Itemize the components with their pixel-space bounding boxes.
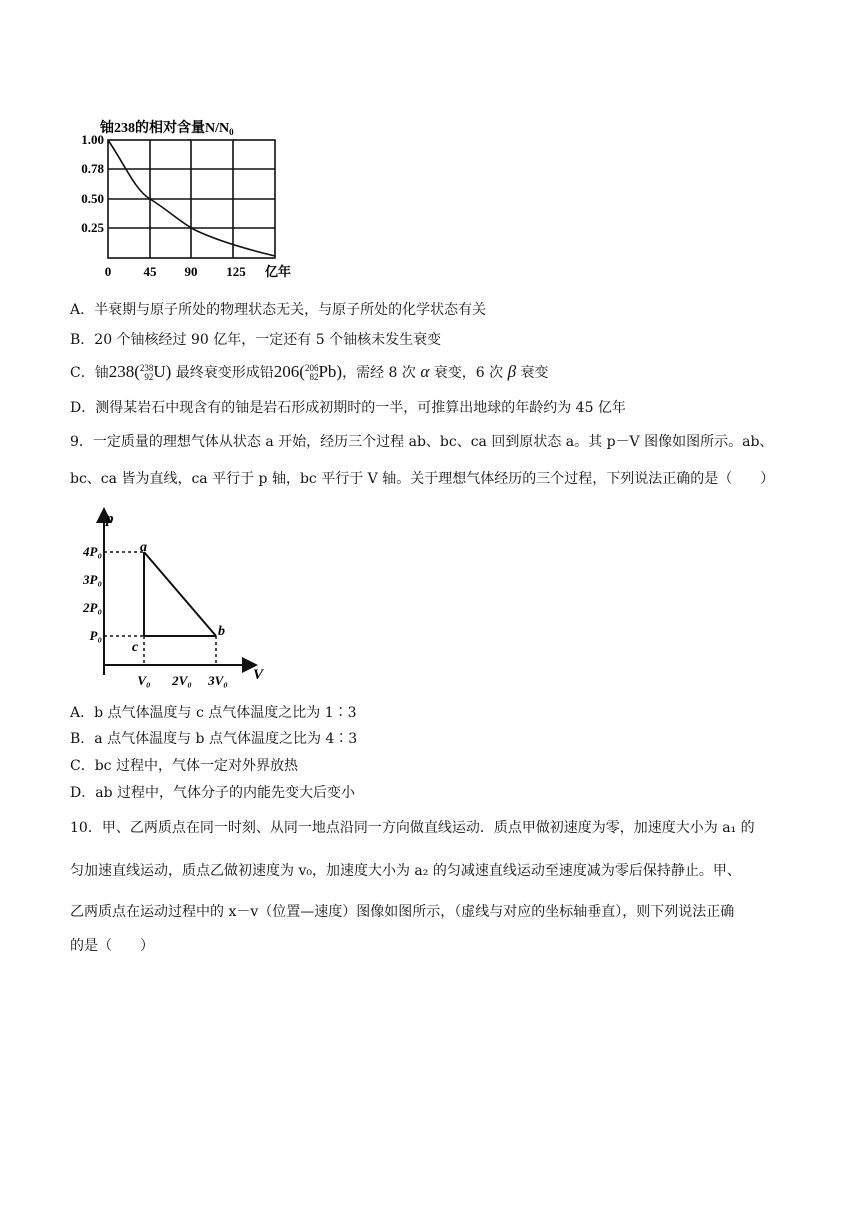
- q8-option-b: B．20 个铀核经过 90 亿年，一定还有 5 个铀核未发生衰变: [70, 332, 442, 348]
- pv-diagram: [70, 505, 270, 695]
- point-c-label: c: [132, 640, 139, 655]
- pv-cycle: [144, 552, 216, 636]
- q10-stem-line-1: 10．甲、乙两质点在同一时刻、从同一地点沿同一方向做直线运动．质点甲做初速度为零，加速度大小为 a₁ 的: [70, 820, 755, 836]
- q9-stem-line-1: 9．一定质量的理想气体从状态 a 开始，经历三个过程 ab、bc、ca 回到原状态 a。其 p－V 图像如图所示。ab、: [70, 434, 774, 450]
- uranium-decay-chart: [70, 110, 320, 285]
- uranium-x-tick: 0: [104, 264, 112, 279]
- pv-y-tick: 4P₀: [83, 544, 102, 559]
- q8-option-d: D．测得某岩石中现含有的铀是岩石形成初期时的一半，可推算出地球的年龄约为 45 亿年: [70, 400, 626, 416]
- p-axis-label: p: [106, 511, 114, 527]
- q8-c-u-mass: 238: [139, 363, 154, 373]
- q9-option-d: D．ab 过程中，气体分子的内能先变大后变小: [70, 785, 355, 801]
- process-ab: [144, 552, 216, 636]
- q8-c-beta: β: [507, 362, 517, 381]
- pv-y-tick: P₀: [89, 628, 102, 643]
- pv-x-tick: V₀: [137, 673, 151, 688]
- pv-y-tick: 3P₀: [83, 572, 102, 587]
- pv-x-tick: 3V₀: [208, 673, 228, 688]
- uranium-chart-grid: [108, 140, 275, 258]
- q8-c-u-number: 238: [108, 362, 135, 381]
- uranium-y-tick: 0.50: [81, 191, 104, 206]
- q10-stem-line-2: 匀加速直线运动，质点乙做初速度为 v₀，加速度大小为 a₂ 的匀减速直线运动至速度减为零后保持静止。甲、: [70, 863, 741, 879]
- uranium-x-unit: 亿年: [264, 264, 292, 279]
- uranium-x-tick: 90: [184, 264, 198, 279]
- pv-y-tick: 2P₀: [83, 600, 102, 615]
- q8-c-tail2: 衰变，6 次: [433, 365, 504, 381]
- q8-option-a: A．半衰期与原子所处的物理状态无关，与原子所处的化学状态有关: [70, 302, 487, 318]
- point-b-label: b: [218, 624, 225, 639]
- q8-c-pb-mass: 206: [304, 363, 319, 373]
- uranium-y-tick: 0.25: [81, 220, 104, 235]
- uranium-x-tick: 125: [226, 264, 246, 279]
- q8-c-pb-symbol: Pb): [318, 362, 343, 381]
- q8-option-c: C．铀238(238 92U) 最终衰变形成铅206(206 82Pb)，需经 8 次 α 衰变，6 次 β 衰变: [70, 362, 549, 382]
- q8-c-tail3: 衰变: [520, 365, 549, 381]
- q9-option-a: A．b 点气体温度与 c 点气体温度之比为 1∶3: [70, 705, 357, 721]
- q8-c-prefix: C．铀: [70, 365, 109, 381]
- q9-option-b: B．a 点气体温度与 b 点气体温度之比为 4∶3: [70, 731, 358, 747]
- q9-stem-line-2: bc、ca 皆为直线，ca 平行于 p 轴，bc 平行于 V 轴。关于理想气体经历的三个过程，下列说法正确的是（ ）: [70, 471, 775, 487]
- q8-c-alpha: α: [420, 362, 430, 381]
- pv-x-tick: 2V₀: [172, 673, 192, 688]
- q10-stem-line-4: 的是（ ）: [70, 938, 154, 954]
- q8-c-pb-number: 206: [273, 362, 300, 381]
- q10-stem-line-3: 乙两质点在运动过程中的 x－v（位置—速度）图像如图所示，（虚线与对应的坐标轴垂直），则下列说法正确: [70, 904, 735, 920]
- q9-option-c: C．bc 过程中，气体一定对外界放热: [70, 758, 298, 774]
- uranium-chart-title: 铀238的相对含量$N/N_0$: [100, 121, 234, 137]
- v-axis-label: V: [253, 667, 264, 683]
- q8-c-mid: 最终衰变形成铅: [175, 365, 274, 381]
- uranium-y-tick: 1.00: [81, 132, 104, 147]
- uranium-x-tick: 45: [143, 264, 157, 279]
- point-a-label: a: [140, 540, 147, 555]
- q8-c-u-charge: 92: [144, 372, 154, 382]
- q8-c-u-symbol: U): [153, 362, 172, 381]
- q8-c-pb-charge: 82: [309, 372, 319, 382]
- q8-c-tail1: ，需经 8 次: [342, 365, 416, 381]
- uranium-y-tick: 0.78: [81, 161, 104, 176]
